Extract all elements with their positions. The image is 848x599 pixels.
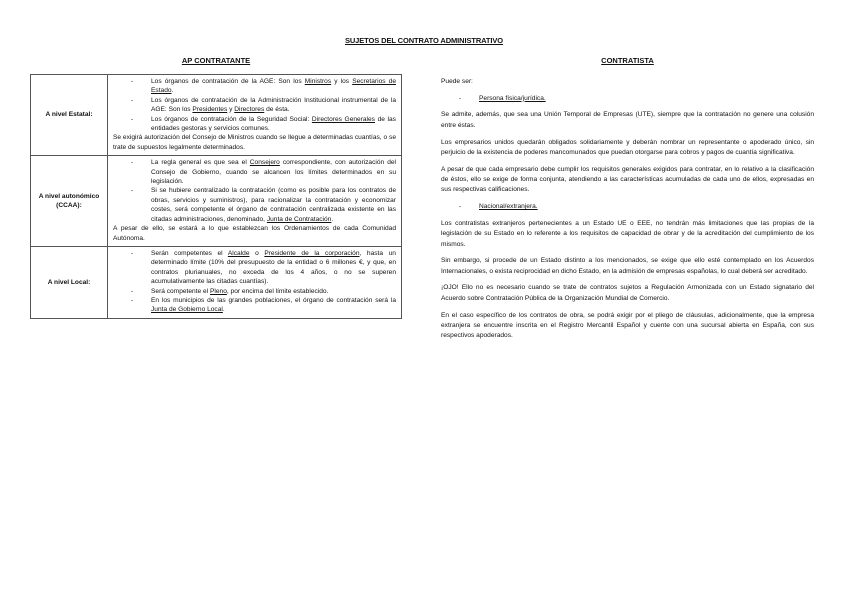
row-note: Se exigirá autorización del Consejo de Ministros cuando se llegue a determinadas cuantías, o se trate de supuestos legalmente determinados. [113, 134, 396, 151]
underlined-term: Pleno [210, 287, 227, 295]
underlined-term: Directores Generales [311, 115, 375, 123]
text-segment: , por encima del límite establecido. [226, 287, 329, 295]
text-segment: y los [331, 78, 353, 85]
text-segment: de ésta. [264, 106, 290, 114]
bullet-list [113, 77, 396, 133]
paragraph: ¡OJO! Ello no es necesario cuando se trate de contratos sujetos a Regulación Armonizada con un Estado signatario del Acuerdo sobre Contratación Pública de la Organización Mundial de Comercio. [441, 284, 814, 302]
underlined-term: Consejero [249, 159, 280, 167]
text-segment: Los órganos de contratación de la Seguridad Social: [151, 115, 312, 123]
text-segment: . [171, 87, 174, 95]
list-item [151, 77, 396, 96]
table-row [31, 75, 402, 156]
text-segment: Los órganos de contratación de la Administración Institucional instrumental de la AGE: Son los [151, 96, 396, 114]
table-row [31, 156, 402, 247]
table-row [31, 246, 402, 318]
row-label-local: A nivel Local: [31, 246, 108, 318]
bullet-persona: Persona física/jurídica. [479, 94, 546, 102]
row-label-autonomico: A nivel autonómico (CCAA): [31, 156, 108, 247]
list-item [441, 94, 814, 104]
paragraph: A pesar de que cada empresario debe cumplir los requisitos generales exigidos para contratar, en lo relativo a la clasificación de éstos, ello se exige de forma conjunta, atendiendo a las características acumuladas de cada uno de ellos, expresadas en sus respectivas calificaciones. [441, 165, 814, 194]
text-segment: , hasta un determinado límite (10% del presupuesto de la entidad o 6 millones €, y que, en contratos plurianuales, no exceda de los 4 años, o no se superen acumulativamente las citadas cuantías). [151, 249, 396, 286]
document-title: SUJETOS DEL CONTRATO ADMINISTRATIVO [344, 36, 504, 45]
text-segment: correspondiente, con autorización del Consejo de Gobierno, cuando se alcancen los límites determinados en su legislación. [151, 159, 397, 186]
right-heading: CONTRATISTA [601, 56, 654, 65]
text-segment: . [222, 306, 225, 314]
text-segment: Serán competentes el [151, 249, 228, 257]
contratista-section [441, 77, 814, 348]
list-item [441, 202, 814, 212]
paragraph: Sin embargo, si procede de un Estado distinto a los mencionados, se exige que ello esté contemplado en los Acuerdos Internacionales, o exista reciprocidad en dicho Estado, en la admisión de empresas españolas, lo cual deberá ser acreditado. [441, 257, 814, 275]
underlined-term: Ministros [304, 78, 332, 85]
left-heading: AP CONTRATANTE [181, 56, 251, 65]
paragraph: Los empresarios unidos quedarán obligados solidariamente y deberán nombrar un representante o apoderado único, sin perjuicio de la existencia de poderes mancomunados que puedan otorgarse para cobros y pagos de cuantía significativa. [441, 138, 814, 156]
bullet-list [113, 158, 396, 224]
row-content-estatal [108, 75, 402, 156]
list-item [151, 96, 396, 115]
underlined-term: Presidente de la corporación [264, 249, 360, 257]
row-note: A pesar de ello, se estará a lo que establezcan los Ordenamientos de cada Comunidad Autónoma. [113, 225, 396, 242]
underlined-term: Directores [234, 106, 265, 114]
text-segment: o [249, 249, 265, 257]
text-segment: La regla general es que sea el [151, 159, 250, 167]
text-segment: y [227, 106, 235, 114]
list-item [151, 115, 396, 134]
list-item [151, 158, 396, 186]
bullet-list [113, 249, 396, 315]
list-item [151, 287, 396, 296]
bullet-nacional: Nacional/extranjera. [479, 203, 538, 211]
paragraph: Se admite, además, que sea una Unión Temporal de Empresas (UTE), siempre que la contratación no genere una colusión entre éstas. [441, 111, 814, 129]
list-item [151, 296, 396, 315]
underlined-term: Secretarios de Estado [151, 78, 396, 95]
paragraph: Los contratistas extranjeros pertenecientes a un Estado UE o EEE, no tendrán más limitaciones que las propias de la legislación de su Estado en lo referente a los requisitos de capacidad de obrar y de la acreditación del cumplimiento de los mismos. [441, 219, 814, 248]
text-segment: de las entidades gestoras y servicios comunes. [151, 115, 396, 133]
text-segment: . [331, 215, 334, 223]
text-segment: En los municipios de las grandes poblaciones, el órgano de contratación será la [151, 296, 396, 304]
text-segment: Los órganos de contratación de la AGE: Son los [151, 78, 305, 85]
paragraph: En el caso específico de los contratos de obra, se podrá exigir por el pliego de cláusulas, adicionalmente, que la empresa extranjera se encuentre inscrita en el Registro Mercantil Español y cuente con una sucursal abierta en España, con sus respectivos apoderados. [441, 311, 814, 340]
list-item [151, 249, 396, 287]
text-segment: Será competente el [151, 287, 211, 295]
list-item [151, 186, 396, 224]
underlined-term: Junta de Contratación [266, 215, 332, 223]
underlined-term: Presidentes [192, 106, 228, 114]
underlined-term: Alcalde [227, 249, 250, 257]
underlined-term: Junta de Gobierno Local [151, 306, 223, 314]
intro-text: Puede ser: [441, 78, 473, 85]
row-label-estatal: A nivel Estatal: [31, 75, 108, 156]
contracting-authority-table [30, 74, 402, 319]
text-segment: Si se hubiere centralizado la contratación (como es posible para los contratos de obras, servicios y suministros), para racionalizar la contratación y economizar costes, será competente el órgano de contratación centralizada existente en las citadas administraciones, denominado, [151, 187, 396, 223]
row-content-local [108, 246, 402, 318]
row-content-autonomico [108, 156, 402, 247]
